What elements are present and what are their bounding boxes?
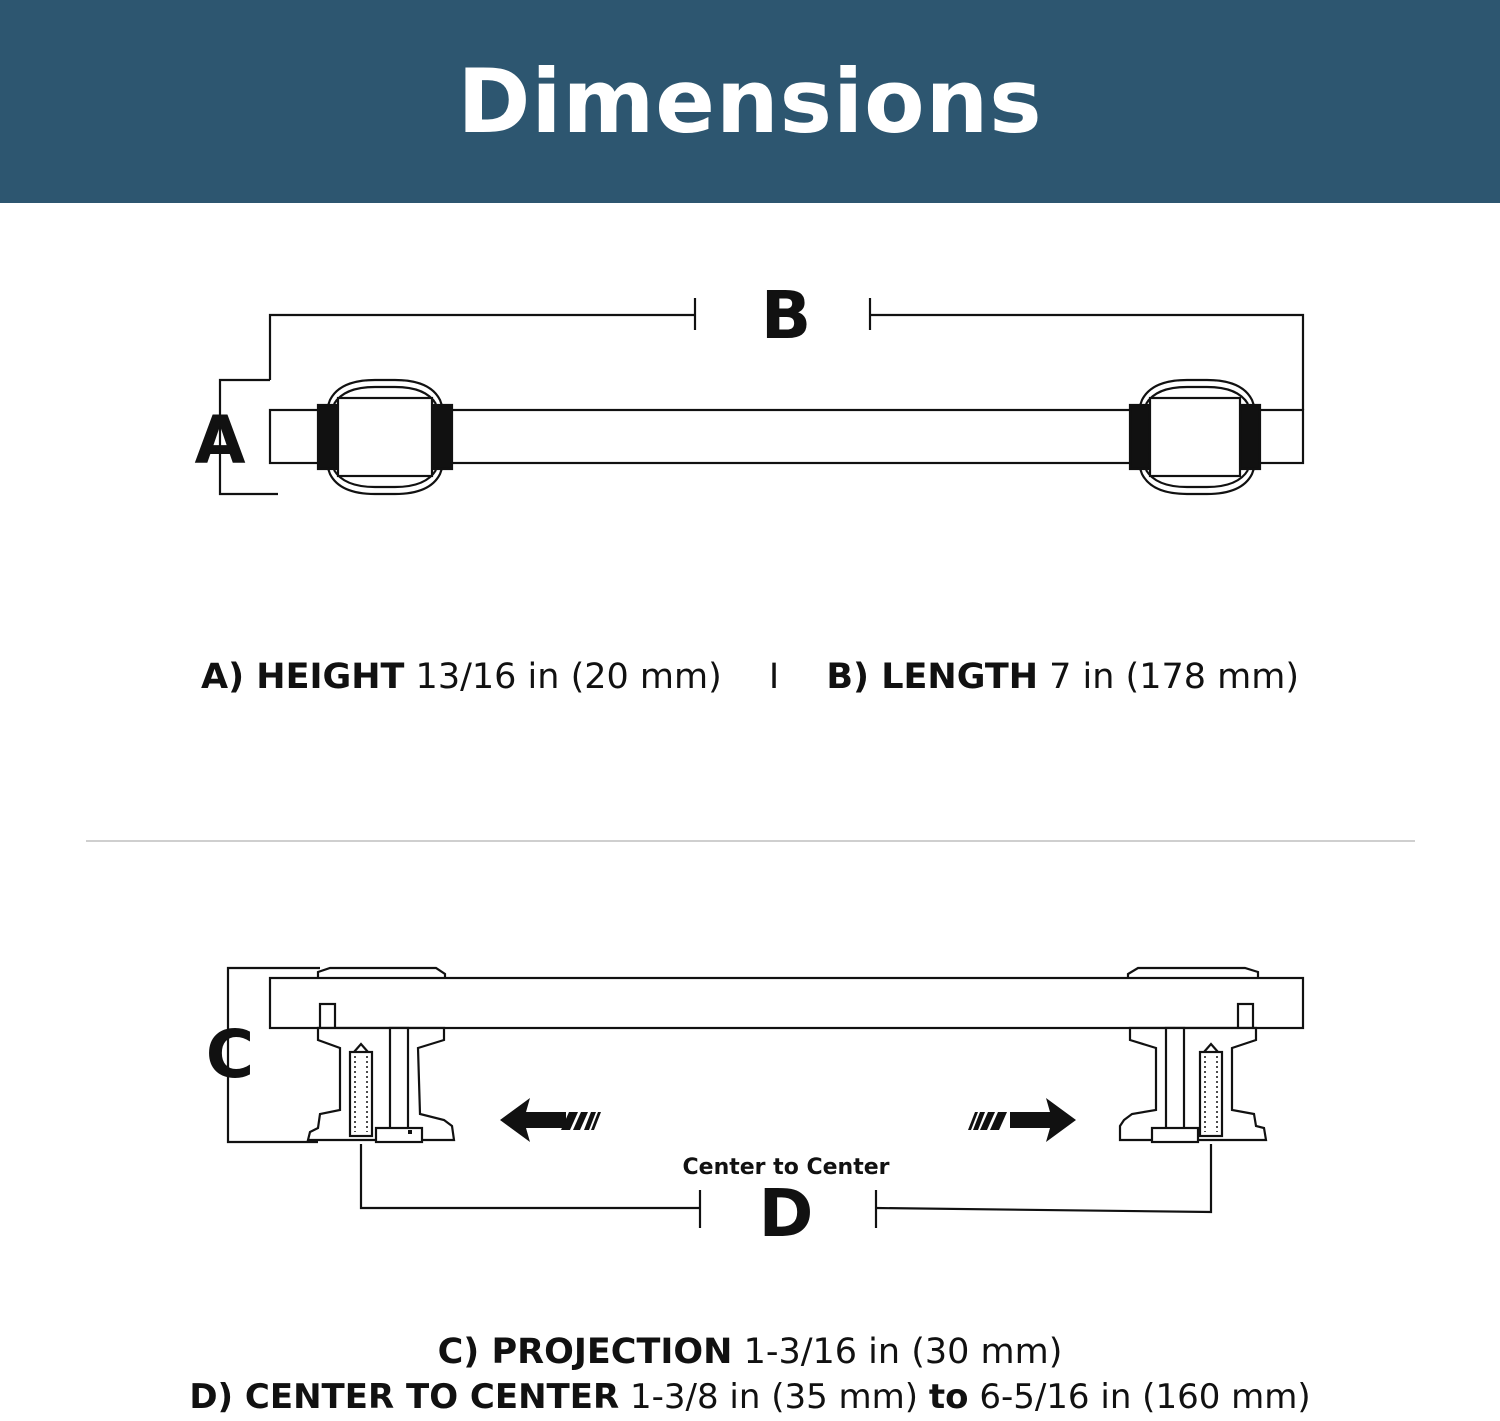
page-title: Dimensions [457, 50, 1043, 153]
label-a: A [194, 402, 246, 479]
right-post-cap [1128, 968, 1258, 978]
spec-separator: I [768, 657, 780, 697]
height-label: A) HEIGHT [201, 657, 405, 697]
center-to-center-specs-line [0, 1377, 1500, 1417]
label-d: D [758, 1175, 814, 1252]
right-arrow-icon [968, 1098, 1076, 1142]
left-post-side [308, 1028, 454, 1142]
height-value: 13/16 in (20 mm) [415, 657, 722, 697]
projection-value: 1-3/16 in (30 mm) [743, 1332, 1063, 1372]
center-to-center-to: to [928, 1377, 969, 1417]
handle-bar-side [270, 978, 1303, 1028]
left-arrow-icon [500, 1098, 601, 1142]
right-post-side [1120, 1028, 1266, 1142]
center-to-center-label: D) CENTER TO CENTER [189, 1377, 620, 1417]
label-c: C [205, 1016, 255, 1093]
length-label: B) LENGTH [826, 657, 1038, 697]
center-to-center-min: 1-3/8 in (35 mm) [629, 1377, 919, 1417]
length-value: 7 in (178 mm) [1049, 657, 1299, 697]
projection-specs-line [0, 1332, 1500, 1372]
center-to-center-max: 6-5/16 in (160 mm) [979, 1377, 1311, 1417]
center-to-center-caption: Center to Center [682, 1155, 890, 1180]
projection-label: C) PROJECTION [437, 1332, 733, 1372]
left-post-cap [318, 968, 445, 978]
label-b: B [760, 277, 812, 354]
